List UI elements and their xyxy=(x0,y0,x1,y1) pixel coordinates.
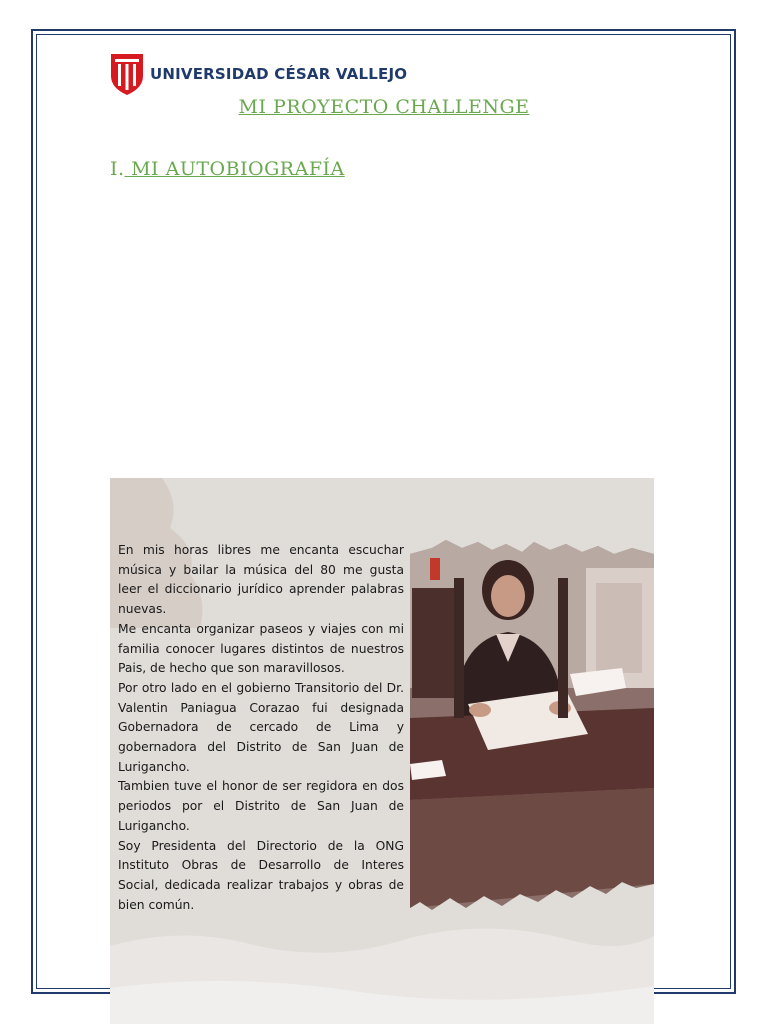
section-number: I xyxy=(110,158,119,180)
university-logo xyxy=(110,52,407,96)
paragraph-government: Por otro lado en el gobierno Transitorio del Dr. Valentin Paniagua Corazao fui designada Gobernadora de cercado de Lima y gobernadora del Distrito de San Juan de Lurigancho. xyxy=(118,680,404,774)
autobiography-poster xyxy=(110,478,654,1024)
autobiography-text xyxy=(118,541,404,915)
section-title: MI AUTOBIOGRAFÍA xyxy=(124,158,345,180)
paragraph-travel: Me encanta organizar paseos y viajes con mi familia conocer lugares distintos de nuestros Pais, de hecho que son maravillosos. xyxy=(118,621,404,676)
section-heading: I. MI AUTOBIOGRAFÍA xyxy=(110,158,345,180)
university-name: UNIVERSIDAD CÉSAR VALLEJO xyxy=(150,65,408,83)
ucv-shield-icon xyxy=(110,52,144,96)
page-title: MI PROYECTO CHALLENGE xyxy=(238,96,530,118)
paragraph-ong: Soy Presidenta del Directorio de la ONG Instituto Obras de Desarrollo de Interes Social, dedicada realizar trabajos y obras de bien común. xyxy=(118,838,404,912)
paragraph-hobbies: En mis horas libres me encanta escuchar música y bailar la música del 80 me gusta leer el diccionario jurídico aprender palabras nuevas. xyxy=(118,543,404,617)
paragraph-regidora: Tambien tuve el honor de ser regidora en dos periodos por el Distrito de San Juan de Lurigancho. xyxy=(118,779,404,833)
portrait-photo xyxy=(410,538,654,918)
